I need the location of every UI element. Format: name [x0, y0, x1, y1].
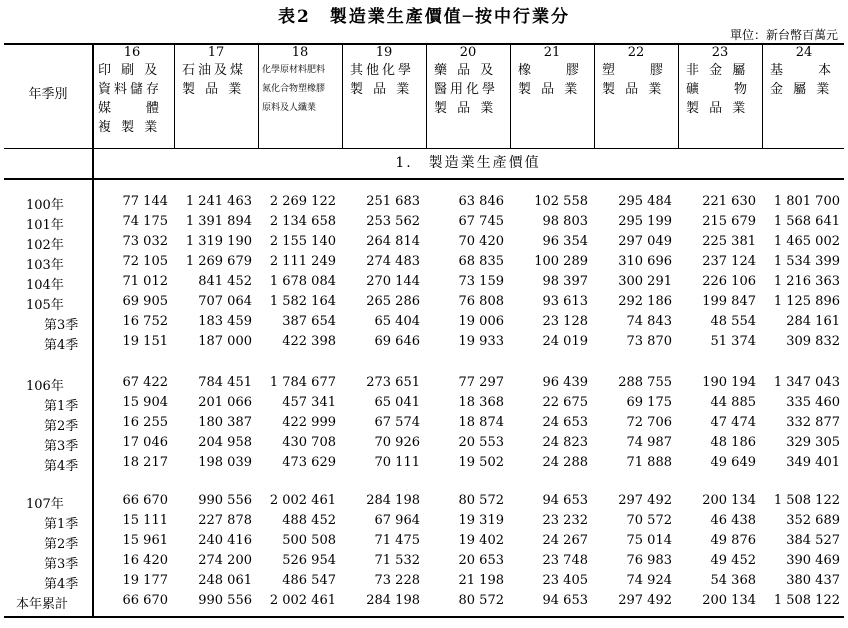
- column-label-line: 醫用化學: [434, 82, 499, 97]
- table-cell: 76 983: [626, 553, 672, 568]
- table-cell: 1 216 363: [773, 274, 840, 289]
- table-cell: 284 198: [366, 593, 420, 608]
- table-cell: 990 556: [198, 593, 252, 608]
- column-header: [428, 45, 508, 147]
- column-label-line: 藥 品 及: [434, 63, 497, 78]
- table-cell: 198 039: [198, 455, 252, 470]
- table-cell: 48 554: [710, 314, 756, 329]
- table-cell: 1 582 164: [269, 294, 336, 309]
- table-cell: 74 843: [626, 314, 672, 329]
- table-cell: 1 784 677: [269, 375, 336, 390]
- table-row: [4, 374, 844, 394]
- table-cell: 70 926: [374, 435, 420, 450]
- table-cell: 329 305: [786, 435, 840, 450]
- column-label-line: 製 品 業: [350, 82, 413, 97]
- table-cell: 69 646: [374, 334, 420, 349]
- table-cell: 98 397: [542, 274, 588, 289]
- table-cell: 295 199: [618, 214, 672, 229]
- table-cell: 2 002 461: [269, 493, 336, 508]
- table-cell: 16 420: [122, 553, 168, 568]
- column-header: [344, 45, 424, 147]
- table-cell: 292 186: [618, 294, 672, 309]
- table-cell: 93 613: [542, 294, 588, 309]
- table-cell: 75 014: [626, 533, 672, 548]
- table-cell: 2 002 461: [269, 593, 336, 608]
- row-label: 106年: [26, 379, 64, 394]
- table-cell: 19 151: [122, 334, 168, 349]
- table-cell: 23 232: [542, 513, 588, 528]
- unit-label: 單位：新台幣百萬元: [729, 28, 838, 42]
- column-label-line: 原料及人纖業: [262, 103, 317, 113]
- table-cell: 19 319: [458, 513, 504, 528]
- table-row: [4, 313, 844, 333]
- column-label-line: 製 品 業: [602, 82, 665, 97]
- column-number: 19: [375, 45, 393, 60]
- row-label: 第1季: [44, 517, 79, 532]
- column-number: 22: [627, 45, 645, 60]
- data-table: [4, 43, 844, 618]
- table-cell: 67 574: [374, 415, 420, 430]
- table-cell: 500 508: [282, 533, 336, 548]
- table-cell: 2 155 140: [269, 234, 336, 249]
- row-label: 第4季: [44, 459, 79, 474]
- table-cell: 204 958: [198, 435, 252, 450]
- table-cell: 24 267: [542, 533, 588, 548]
- column-label-line: 製 品 業: [434, 101, 497, 116]
- table-cell: 1 391 894: [185, 214, 252, 229]
- table-cell: 784 451: [198, 375, 252, 390]
- table-row: [4, 213, 844, 233]
- table-cell: 226 106: [702, 274, 756, 289]
- table-cell: 19 177: [122, 573, 168, 588]
- table-cell: 300 291: [618, 274, 672, 289]
- table-cell: 225 381: [702, 234, 756, 249]
- table-cell: 48 186: [710, 435, 756, 450]
- column-number: 17: [207, 45, 225, 60]
- table-cell: 1 347 043: [773, 375, 840, 390]
- table-cell: 49 649: [710, 455, 756, 470]
- row-label: 本年累計: [16, 597, 69, 612]
- table-cell: 265 286: [366, 294, 420, 309]
- bottom-rule: [4, 616, 844, 618]
- table-cell: 349 401: [786, 455, 840, 470]
- column-number: 20: [459, 45, 477, 60]
- table-cell: 240 416: [198, 533, 252, 548]
- column-label-line: 基 本: [770, 63, 835, 78]
- table-title: 表2 製造業生產價值─按中行業分: [277, 7, 571, 27]
- table-cell: 54 368: [710, 573, 756, 588]
- row-label: 105年: [26, 298, 64, 313]
- table-cell: 67 964: [374, 513, 420, 528]
- table-cell: 1 269 679: [185, 254, 252, 269]
- table-cell: 526 954: [282, 553, 336, 568]
- table-cell: 102 558: [534, 194, 588, 209]
- table-cell: 422 398: [282, 334, 336, 349]
- header-column-divider: [762, 43, 763, 148]
- column-number: 23: [711, 45, 729, 60]
- column-label-line: 石油及煤: [182, 63, 247, 78]
- table-cell: 66 670: [122, 493, 168, 508]
- table-cell: 100 289: [534, 254, 588, 269]
- column-label-line: 製 品 業: [686, 101, 749, 116]
- table-cell: 201 066: [198, 395, 252, 410]
- table-cell: 71 475: [374, 533, 420, 548]
- table-row: [4, 253, 844, 273]
- column-header: [92, 45, 172, 147]
- table-cell: 17 046: [122, 435, 168, 450]
- table-cell: 273 651: [366, 375, 420, 390]
- table-row: [4, 434, 844, 454]
- header-column-divider: [426, 43, 427, 148]
- table-row: [4, 414, 844, 434]
- table-cell: 384 527: [786, 533, 840, 548]
- table-cell: 380 437: [786, 573, 840, 588]
- table-cell: 23 748: [542, 553, 588, 568]
- table-cell: 70 111: [374, 455, 420, 470]
- table-cell: 309 832: [786, 334, 840, 349]
- table-cell: 15 904: [122, 395, 168, 410]
- table-row: [4, 293, 844, 313]
- table-cell: 990 556: [198, 493, 252, 508]
- table-cell: 180 387: [198, 415, 252, 430]
- table-cell: 1 678 084: [269, 274, 336, 289]
- table-cell: 24 823: [542, 435, 588, 450]
- table-cell: 71 532: [374, 553, 420, 568]
- row-label: 第4季: [44, 577, 79, 592]
- table-row: [4, 592, 844, 612]
- table-cell: 73 159: [458, 274, 504, 289]
- table-cell: 310 696: [618, 254, 672, 269]
- table-cell: 98 803: [542, 214, 588, 229]
- table-cell: 22 675: [542, 395, 588, 410]
- table-cell: 295 484: [618, 194, 672, 209]
- column-header: [260, 45, 340, 147]
- table-cell: 199 847: [702, 294, 756, 309]
- header-column-divider: [510, 43, 511, 148]
- table-cell: 1 465 002: [773, 234, 840, 249]
- column-label-line: 氮化合物塑橡膠: [262, 84, 326, 94]
- table-cell: 486 547: [282, 573, 336, 588]
- table-cell: 707 064: [198, 294, 252, 309]
- column-header: [596, 45, 676, 147]
- table-cell: 422 999: [282, 415, 336, 430]
- table-cell: 1 508 122: [773, 493, 840, 508]
- column-header: [764, 45, 844, 147]
- table-cell: 18 368: [458, 395, 504, 410]
- header-column-divider: [258, 43, 259, 148]
- table-cell: 20 653: [458, 553, 504, 568]
- table-cell: 96 439: [542, 375, 588, 390]
- row-label: 102年: [26, 238, 64, 253]
- table-cell: 1 241 463: [185, 194, 252, 209]
- table-row: [4, 552, 844, 572]
- table-cell: 46 438: [710, 513, 756, 528]
- table-cell: 23 128: [542, 314, 588, 329]
- section-title: 1. 製造業生產價值: [395, 155, 541, 171]
- table-cell: 1 508 122: [773, 593, 840, 608]
- table-cell: 69 175: [626, 395, 672, 410]
- table-cell: 19 006: [458, 314, 504, 329]
- table-row: [4, 572, 844, 592]
- table-cell: 71 012: [122, 274, 168, 289]
- column-label-line: 印 刷 及: [98, 63, 161, 78]
- table-cell: 69 905: [122, 294, 168, 309]
- table-cell: 183 459: [198, 314, 252, 329]
- table-cell: 65 041: [374, 395, 420, 410]
- table-cell: 67 422: [122, 375, 168, 390]
- table-row: [4, 193, 844, 213]
- column-label-line: 其他化學: [350, 63, 415, 78]
- table-cell: 77 144: [122, 194, 168, 209]
- table-cell: 488 452: [282, 513, 336, 528]
- table-cell: 187 000: [198, 334, 252, 349]
- table-cell: 2 269 122: [269, 194, 336, 209]
- table-cell: 390 469: [786, 553, 840, 568]
- table-cell: 18 874: [458, 415, 504, 430]
- column-number: 18: [291, 45, 309, 60]
- row-label: 第4季: [44, 338, 79, 353]
- table-cell: 76 808: [458, 294, 504, 309]
- table-cell: 387 654: [282, 314, 336, 329]
- row-label: 第1季: [44, 399, 79, 414]
- table-cell: 19 502: [458, 455, 504, 470]
- table-cell: 24 653: [542, 415, 588, 430]
- table-cell: 1 125 896: [773, 294, 840, 309]
- table-cell: 49 876: [710, 533, 756, 548]
- table-cell: 1 801 700: [773, 194, 840, 209]
- header-column-divider: [342, 43, 343, 148]
- table-cell: 16 255: [122, 415, 168, 430]
- row-label: 101年: [26, 218, 64, 233]
- table-cell: 71 888: [626, 455, 672, 470]
- table-cell: 19 402: [458, 533, 504, 548]
- table-cell: 74 987: [626, 435, 672, 450]
- table-row: [4, 273, 844, 293]
- column-label-line: 資料儲存: [98, 82, 163, 97]
- table-cell: 19 933: [458, 334, 504, 349]
- column-number: 24: [795, 45, 813, 60]
- table-cell: 332 877: [786, 415, 840, 430]
- table-cell: 352 689: [786, 513, 840, 528]
- row-label: 第2季: [44, 537, 79, 552]
- table-cell: 221 630: [702, 194, 756, 209]
- table-cell: 16 752: [122, 314, 168, 329]
- column-number: 16: [123, 45, 141, 60]
- table-cell: 2 111 249: [269, 254, 336, 269]
- table-cell: 18 217: [122, 455, 168, 470]
- table-cell: 15 111: [122, 513, 168, 528]
- table-cell: 70 572: [626, 513, 672, 528]
- table-cell: 284 198: [366, 493, 420, 508]
- table-cell: 23 405: [542, 573, 588, 588]
- table-cell: 2 134 658: [269, 214, 336, 229]
- table-cell: 227 878: [198, 513, 252, 528]
- table-cell: 841 452: [198, 274, 252, 289]
- table-cell: 297 049: [618, 234, 672, 249]
- table-cell: 73 228: [374, 573, 420, 588]
- column-number: 21: [543, 45, 561, 60]
- table-cell: 274 483: [366, 254, 420, 269]
- column-label-line: 複 製 業: [98, 120, 161, 135]
- section-bottom-rule: [4, 178, 844, 180]
- column-label-line: 媒 體: [98, 101, 163, 116]
- table-cell: 253 562: [366, 214, 420, 229]
- table-cell: 47 474: [710, 415, 756, 430]
- table-cell: 274 200: [198, 553, 252, 568]
- table-cell: 63 846: [458, 194, 504, 209]
- table-row: [4, 394, 844, 414]
- table-cell: 94 653: [542, 493, 588, 508]
- row-label: 103年: [26, 258, 64, 273]
- row-header: 年季別: [28, 87, 68, 102]
- table-cell: 65 404: [374, 314, 420, 329]
- table-cell: 21 198: [458, 573, 504, 588]
- column-label-line: 金 屬 業: [770, 82, 833, 97]
- row-label: 第3季: [44, 557, 79, 572]
- column-label-line: 礦 物: [686, 82, 751, 97]
- column-label-line: 製 品 業: [518, 82, 581, 97]
- table-cell: 335 460: [786, 395, 840, 410]
- table-cell: 15 961: [122, 533, 168, 548]
- table-cell: 248 061: [198, 573, 252, 588]
- table-row: [4, 454, 844, 474]
- row-label: 第3季: [44, 439, 79, 454]
- row-label: 107年: [26, 497, 64, 512]
- table-cell: 74 175: [122, 214, 168, 229]
- table-cell: 457 341: [282, 395, 336, 410]
- column-header: [680, 45, 760, 147]
- table-cell: 67 745: [458, 214, 504, 229]
- header-column-divider: [174, 43, 175, 148]
- table-row: [4, 492, 844, 512]
- table-cell: 77 297: [458, 375, 504, 390]
- column-header: [512, 45, 592, 147]
- table-cell: 284 161: [786, 314, 840, 329]
- table-cell: 94 653: [542, 593, 588, 608]
- header-column-divider: [678, 43, 679, 148]
- table-cell: 80 572: [458, 493, 504, 508]
- table-row: [4, 512, 844, 532]
- table-cell: 1 568 641: [773, 214, 840, 229]
- column-label-line: 塑 膠: [602, 63, 667, 78]
- table-cell: 200 134: [702, 593, 756, 608]
- table-cell: 297 492: [618, 493, 672, 508]
- table-cell: 73 032: [122, 234, 168, 249]
- table-cell: 96 354: [542, 234, 588, 249]
- table-cell: 72 706: [626, 415, 672, 430]
- table-cell: 297 492: [618, 593, 672, 608]
- table-cell: 66 670: [122, 593, 168, 608]
- row-label: 第2季: [44, 419, 79, 434]
- table-cell: 264 814: [366, 234, 420, 249]
- table-cell: 70 420: [458, 234, 504, 249]
- table-cell: 1 534 399: [773, 254, 840, 269]
- table-cell: 200 134: [702, 493, 756, 508]
- row-label: 100年: [26, 198, 64, 213]
- table-cell: 74 924: [626, 573, 672, 588]
- table-cell: 44 885: [710, 395, 756, 410]
- table-row: [4, 333, 844, 353]
- table-cell: 251 683: [366, 194, 420, 209]
- table-cell: 237 124: [702, 254, 756, 269]
- table-cell: 288 755: [618, 375, 672, 390]
- column-label-line: 化學原材料肥料: [262, 65, 326, 75]
- table-cell: 72 105: [122, 254, 168, 269]
- table-cell: 215 679: [702, 214, 756, 229]
- table-cell: 51 374: [710, 334, 756, 349]
- table-cell: 473 629: [282, 455, 336, 470]
- table-cell: 24 288: [542, 455, 588, 470]
- table-cell: 270 144: [366, 274, 420, 289]
- table-cell: 49 452: [710, 553, 756, 568]
- table-cell: 190 194: [702, 375, 756, 390]
- column-label-line: 非 金 屬: [686, 63, 749, 78]
- table-cell: 80 572: [458, 593, 504, 608]
- table-cell: 68 835: [458, 254, 504, 269]
- column-label-line: 橡 膠: [518, 63, 583, 78]
- row-label: 104年: [26, 278, 64, 293]
- column-header: [176, 45, 256, 147]
- table-cell: 1 319 190: [185, 234, 252, 249]
- header-column-divider: [594, 43, 595, 148]
- table-cell: 24 019: [542, 334, 588, 349]
- header-bottom-rule: [4, 148, 844, 149]
- label-column-divider: [92, 43, 94, 618]
- table-cell: 20 553: [458, 435, 504, 450]
- row-label: 第3季: [44, 318, 79, 333]
- table-cell: 73 870: [626, 334, 672, 349]
- table-row: [4, 532, 844, 552]
- table-row: [4, 233, 844, 253]
- table-cell: 430 708: [282, 435, 336, 450]
- column-label-line: 製 品 業: [182, 82, 245, 97]
